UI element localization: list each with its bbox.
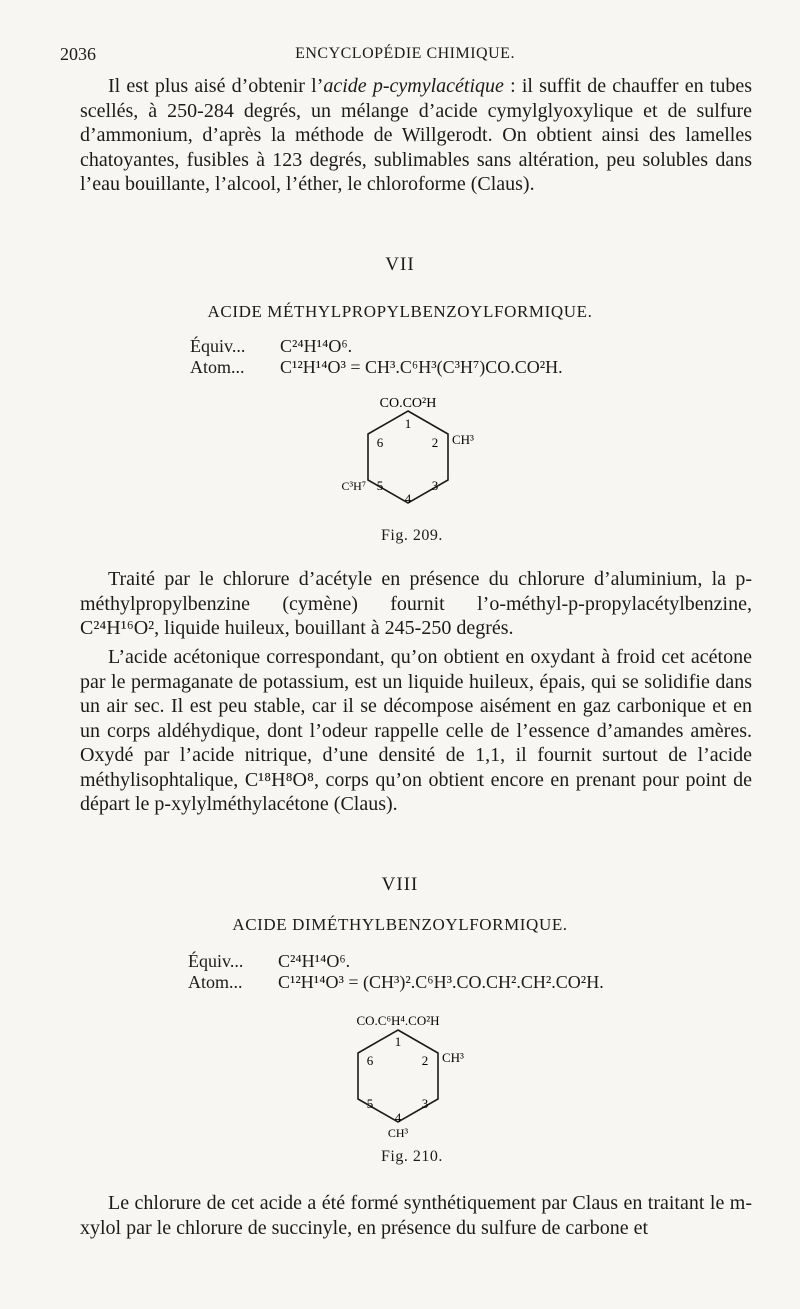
equiv-formula-line bbox=[188, 951, 350, 972]
ring-position: 2 bbox=[421, 1053, 429, 1068]
ring-position: 4 bbox=[404, 491, 412, 506]
running-title: ENCYCLOPÉDIE CHIMIQUE. bbox=[295, 45, 515, 62]
atom-formula-line bbox=[188, 972, 604, 993]
ring-position: 6 bbox=[376, 435, 384, 450]
section-title: ACIDE MÉTHYLPROPYLBENZOYLFORMIQUE. bbox=[207, 302, 593, 321]
ring-position: 3 bbox=[421, 1096, 429, 1111]
paragraph-cymene-acetylation: Traité par le chlorure d’acétyle en présence du chlorure d’aluminium, la p-méthylpropylbenzine (cymène) fournit l’o-méthyl-p-propylacétylbenzine, C²⁴H¹⁶O², liquide huileux, bouillant à 245-250 degrés. bbox=[80, 568, 752, 639]
substituent-group: CH³ bbox=[387, 1126, 409, 1140]
substituent-group: CH³ bbox=[442, 1050, 464, 1065]
substituent-group: C³H⁷ bbox=[341, 479, 366, 493]
formula: C¹²H¹⁴O³ = (CH³)².C⁶H³.CO.CH².CH².CO²H. bbox=[278, 972, 604, 992]
paragraph-acetonic-acid: L’acide acétonique correspondant, qu’on obtient en oxydant à froid cet acétone par le permaganate de potassium, est un liquide huileux, épais, qui se solidifie dans un air sec. Il est peu stable, car il se décompose aisément en gaz carbonique et en un corps aldéhydique, dont l’odeur rappelle celle de l’essence d’amandes amères. Oxydé par l’acide nitrique, d’une densité de 1,1, il fournit surtout de l’acide méthylisophtalique, C¹⁸H⁸O⁸, corps qu’on obtient encore en prenant pour point de départ le p-xylylméthylacétone (Claus). bbox=[80, 646, 752, 815]
benzene-structure-fig-210 bbox=[310, 1008, 530, 1144]
figure-caption: Fig. 210. bbox=[381, 1148, 443, 1165]
section-number: VIII bbox=[381, 874, 419, 895]
ring-position: 1 bbox=[394, 1034, 402, 1049]
atom-formula-line bbox=[190, 357, 563, 378]
paragraph-chlorure-synthesis: Le chlorure de cet acide a été formé synthétiquement par Claus en traitant le m-xylol par le chlorure de succinyle, en présence du sulfure de carbone et bbox=[80, 1192, 752, 1239]
ring-position: 3 bbox=[431, 478, 439, 493]
page-number: 2036 bbox=[60, 44, 96, 64]
section-number: VII bbox=[385, 254, 415, 275]
benzene-structure-fig-209 bbox=[320, 393, 520, 523]
paragraph-text: Il est plus aisé d’obtenir l’ bbox=[108, 75, 324, 97]
formula: C¹²H¹⁴O³ = CH³.C⁶H³(C³H⁷)CO.CO²H. bbox=[280, 357, 563, 377]
page-header bbox=[60, 44, 750, 66]
equiv-formula-line bbox=[190, 336, 352, 357]
formula-label: Atom... bbox=[188, 972, 243, 992]
formula: C²⁴H¹⁴O⁶. bbox=[278, 951, 351, 971]
substituent-group: CO.CO²H bbox=[379, 396, 437, 411]
substituent-group: CH³ bbox=[452, 432, 474, 447]
paragraph-text: : il suffit de chauffer en tubes scellés, à 250-284 degrés, un mélange d’acide cymylglyoxylique et de sulfure d’ammonium, d’après la méthode de Willgerodt. On obtient ainsi des lamelles chatoyantes, fusibles à 123 degrés, sublimables sans altération, peu solubles dans l’eau bouillante, l’alcool, l’éther, le chloroforme (Claus). bbox=[80, 75, 752, 195]
substituent-group: CO.C⁶H⁴.CO²H bbox=[356, 1013, 440, 1028]
formula-label: Équiv... bbox=[188, 951, 244, 971]
formula: C²⁴H¹⁴O⁶. bbox=[280, 336, 353, 356]
ring-position: 4 bbox=[394, 1110, 402, 1125]
ring-position: 6 bbox=[366, 1053, 374, 1068]
section-title: ACIDE DIMÉTHYLBENZOYLFORMIQUE. bbox=[232, 915, 568, 934]
ring-position: 2 bbox=[431, 435, 439, 450]
figure-caption: Fig. 209. bbox=[381, 527, 443, 544]
compound-name: acide p-cymylacétique bbox=[323, 75, 504, 97]
ring-position: 5 bbox=[366, 1096, 374, 1111]
formula-label: Atom... bbox=[190, 357, 245, 377]
ring-position: 5 bbox=[376, 478, 384, 493]
paragraph-cymylacetique bbox=[80, 74, 752, 197]
formula-label: Équiv... bbox=[190, 336, 246, 356]
ring-position: 1 bbox=[404, 416, 412, 431]
